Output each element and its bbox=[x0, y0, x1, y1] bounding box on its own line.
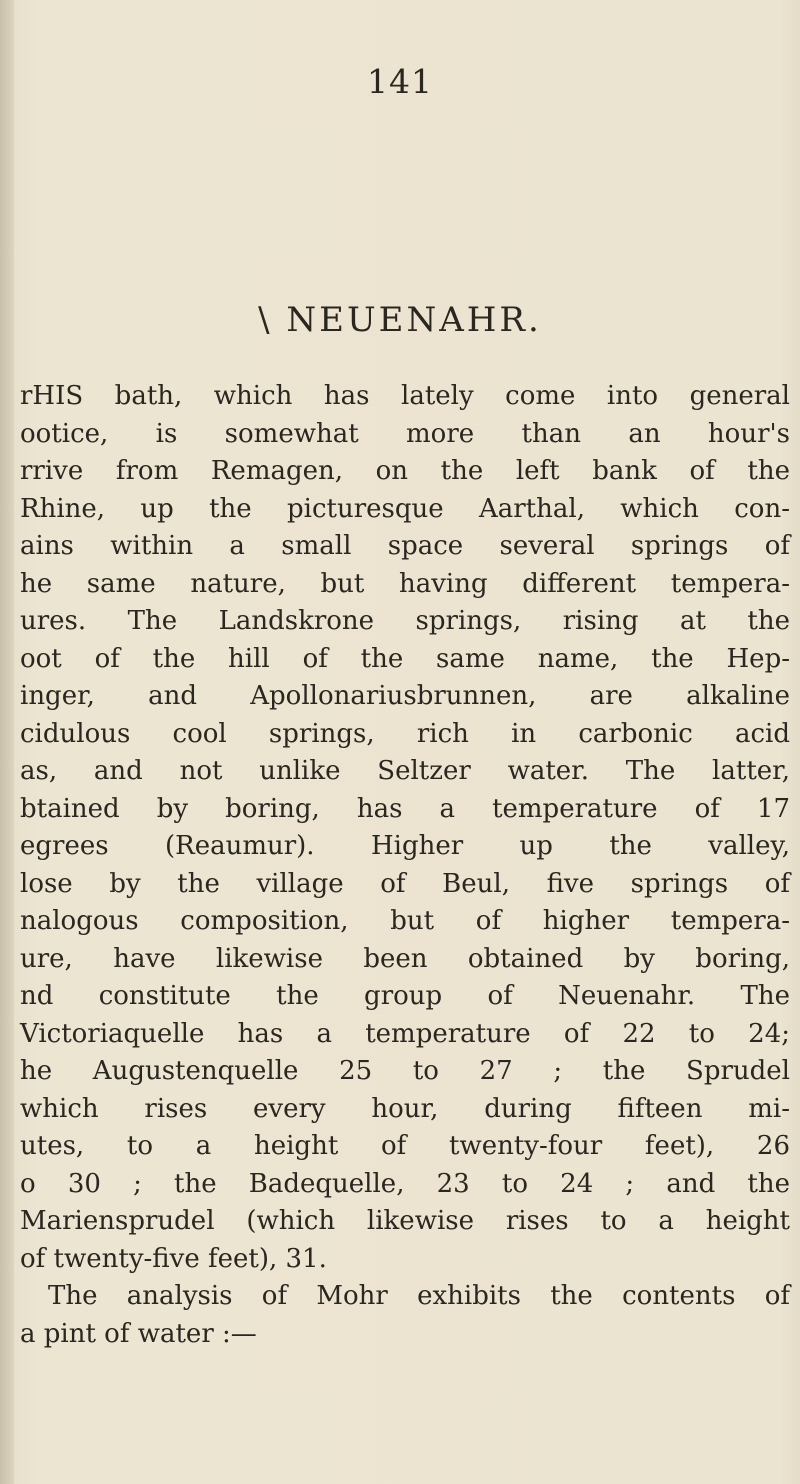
text-line: btained by boring, has a temperature of 17 bbox=[20, 793, 790, 824]
text-line: o 30 ; the Badequelle, 23 to 24 ; and the bbox=[20, 1168, 790, 1199]
text-line: rHIS bath, which has lately come into general bbox=[20, 381, 790, 411]
text-line: oot of the hill of the same name, the Hep- bbox=[20, 643, 790, 674]
page-gutter bbox=[0, 0, 14, 1484]
text-line: he Augustenquelle 25 to 27 ; the Sprudel bbox=[20, 1056, 790, 1086]
text-line: he same nature, but having different tempera- bbox=[20, 568, 790, 599]
text-line: nalogous composition, but of higher tempera- bbox=[20, 906, 790, 936]
text-line: Mariensprudel (which likewise rises to a height bbox=[20, 1206, 790, 1236]
text-line: a pint of water :— bbox=[20, 1318, 257, 1349]
text-line: ains within a small space several springs of bbox=[20, 531, 790, 561]
text-line: rrive from Remagen, on the left bank of the bbox=[20, 456, 790, 486]
text-line: as, and not unlike Seltzer water. The latter, bbox=[20, 756, 790, 786]
page-number: 141 bbox=[367, 62, 433, 101]
body-text bbox=[20, 378, 790, 1353]
text-line: ootice, is somewhat more than an hour's bbox=[20, 418, 790, 449]
text-line: nd constitute the group of Neuenahr. The bbox=[20, 981, 790, 1011]
text-line: ures. The Landskrone springs, rising at the bbox=[20, 606, 790, 636]
text-line: egrees (Reaumur). Higher up the valley, bbox=[20, 831, 790, 861]
text-line: Rhine, up the picturesque Aarthal, which con- bbox=[20, 493, 790, 524]
section-heading: \ NEUENAHR. bbox=[258, 300, 542, 340]
text-line: which rises every hour, during fifteen mi- bbox=[20, 1093, 790, 1124]
text-line: of twenty-five feet), 31. bbox=[20, 1243, 327, 1274]
text-line: inger, and Apollonariusbrunnen, are alkaline bbox=[20, 681, 790, 711]
text-line: The analysis of Mohr exhibits the contents of bbox=[48, 1281, 790, 1311]
text-line: Victoriaquelle has a temperature of 22 to 24; bbox=[20, 1018, 790, 1049]
text-line: utes, to a height of twenty-four feet), 26 bbox=[20, 1131, 790, 1161]
text-line: lose by the village of Beul, five springs of bbox=[20, 868, 790, 899]
text-line: ure, have likewise been obtained by boring, bbox=[20, 943, 790, 974]
text-line: cidulous cool springs, rich in carbonic acid bbox=[20, 718, 790, 749]
